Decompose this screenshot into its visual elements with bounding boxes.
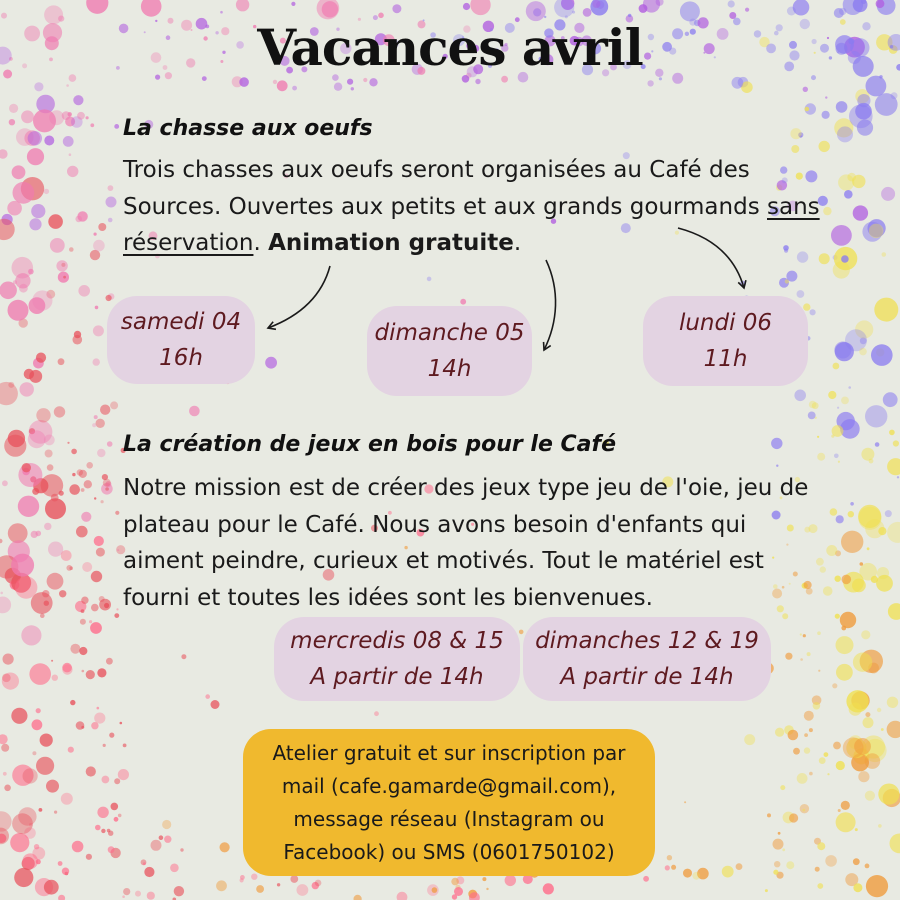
session-time: 14h bbox=[427, 356, 472, 382]
session-day: dimanche 05 bbox=[374, 320, 525, 346]
session-pill-sundays bbox=[523, 617, 771, 701]
egg-hunt-text-intro: Trois chasses aux oeufs seront organisées au Café des Sources. Ouvertes aux petits et aux grands gourmands bbox=[123, 157, 767, 220]
session-time: 11h bbox=[703, 346, 748, 372]
session-pill-monday bbox=[643, 296, 808, 386]
session-day: samedi 04 bbox=[120, 309, 242, 335]
session-pill-wednesdays bbox=[274, 617, 520, 701]
session-day: dimanches 12 & 19 bbox=[535, 628, 759, 654]
egg-hunt-heading: La chasse aux oeufs bbox=[123, 116, 373, 141]
session-day: mercredis 08 & 15 bbox=[290, 628, 504, 654]
no-reservation-text: sans réservation bbox=[123, 193, 820, 256]
session-pill-sunday bbox=[367, 306, 532, 396]
poster-title: Vacances avril bbox=[257, 18, 643, 77]
registration-info-text: Atelier gratuit et sur inscription par mail (cafe.gamarde@gmail.com), message réseau (Instagram ou Facebook) ou SMS (0601750102) bbox=[272, 740, 626, 864]
session-day: lundi 06 bbox=[678, 310, 773, 336]
session-time: A partir de 14h bbox=[310, 664, 484, 690]
games-description: Notre mission est de créer des jeux type jeu de l'oie, jeu de plateau pour le Café. Nous avons besoin d'enfants qui aiment peindre, curieux et motivés. Tout le matériel est fourni et toutes les idées sont les bienvenues. bbox=[123, 475, 809, 611]
egg-hunt-text-sep: . bbox=[253, 230, 269, 256]
registration-info-box bbox=[243, 729, 655, 876]
free-activity-text: Animation gratuite bbox=[268, 230, 514, 256]
games-heading: La création de jeux en bois pour le Café bbox=[123, 432, 617, 457]
session-time: 16h bbox=[159, 345, 203, 371]
egg-hunt-text-end: . bbox=[513, 230, 522, 256]
egg-hunt-description bbox=[123, 152, 823, 262]
session-pill-saturday bbox=[107, 296, 255, 384]
session-time: A partir de 14h bbox=[560, 664, 734, 690]
